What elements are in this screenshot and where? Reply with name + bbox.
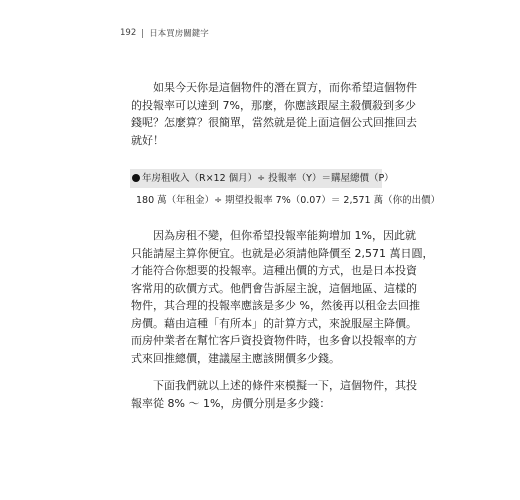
paragraph-line: 客常用的砍價方式。他們會告訴屋主說，這個地區、這樣的 [131,281,417,295]
formula-example: 180 萬（年租金）÷ 期望投報率 7%（0.07）＝ 2,571 萬（你的出價） [136,195,441,206]
page-number: 192 [120,28,137,38]
paragraph-line: 報率從 8% ～ 1%，房價分別是多少錢： [131,396,331,410]
paragraph-line: 物件，其合理的投報率應該是多少 %，然後再以租金去回推 [131,299,420,312]
paragraph-line: 就好！ [131,133,164,147]
formula-box [130,169,394,188]
paragraph-line: 而房仲業者在幫忙客戶資投資物件時，也多會以投報率的方 [131,334,417,347]
paragraph-line: 因為房租不變，但你希望投報率能夠增加 1%，因此就 [131,229,416,242]
paragraph-line: 房價。藉由這種「有所本」的計算方式，來說服屋主降價。 [131,316,417,330]
paragraph-line: 的投報率可以達到 7%，那麼，你應該跟屋主殺價殺到多少 [131,98,416,112]
paragraph-line: 下面我們就以上述的條件來模擬一下，這個物件，其投 [131,379,417,392]
formula-text: 年房租收入（R×12 個月）÷ 投報率（Y）＝購屋總價（P） [142,173,394,184]
paragraph-line: 式來回推總價，建議屋主應該開價多少錢。 [131,351,340,365]
paragraph-intro [131,79,417,149]
paragraph-line: 只能請屋主算你便宜。也就是必須請他降價至 2,571 萬日圓， [131,246,434,260]
paragraph-simulation [131,377,417,412]
paragraph-line: 錢呢？怎麼算？很簡單，當然就是從上面這個公式回推回去 [131,116,417,129]
book-title: 日本買房關鍵字 [149,29,209,39]
paragraph-explanation [131,227,434,367]
running-header [120,27,209,39]
header-divider [142,29,143,38]
bullet-icon [132,174,140,182]
paragraph-line: 才能符合你想要的投報率。這種出價的方式，也是日本投資 [131,264,417,277]
paragraph-line: 如果今天你是這個物件的潛在買方，而你希望這個物件 [131,81,417,94]
